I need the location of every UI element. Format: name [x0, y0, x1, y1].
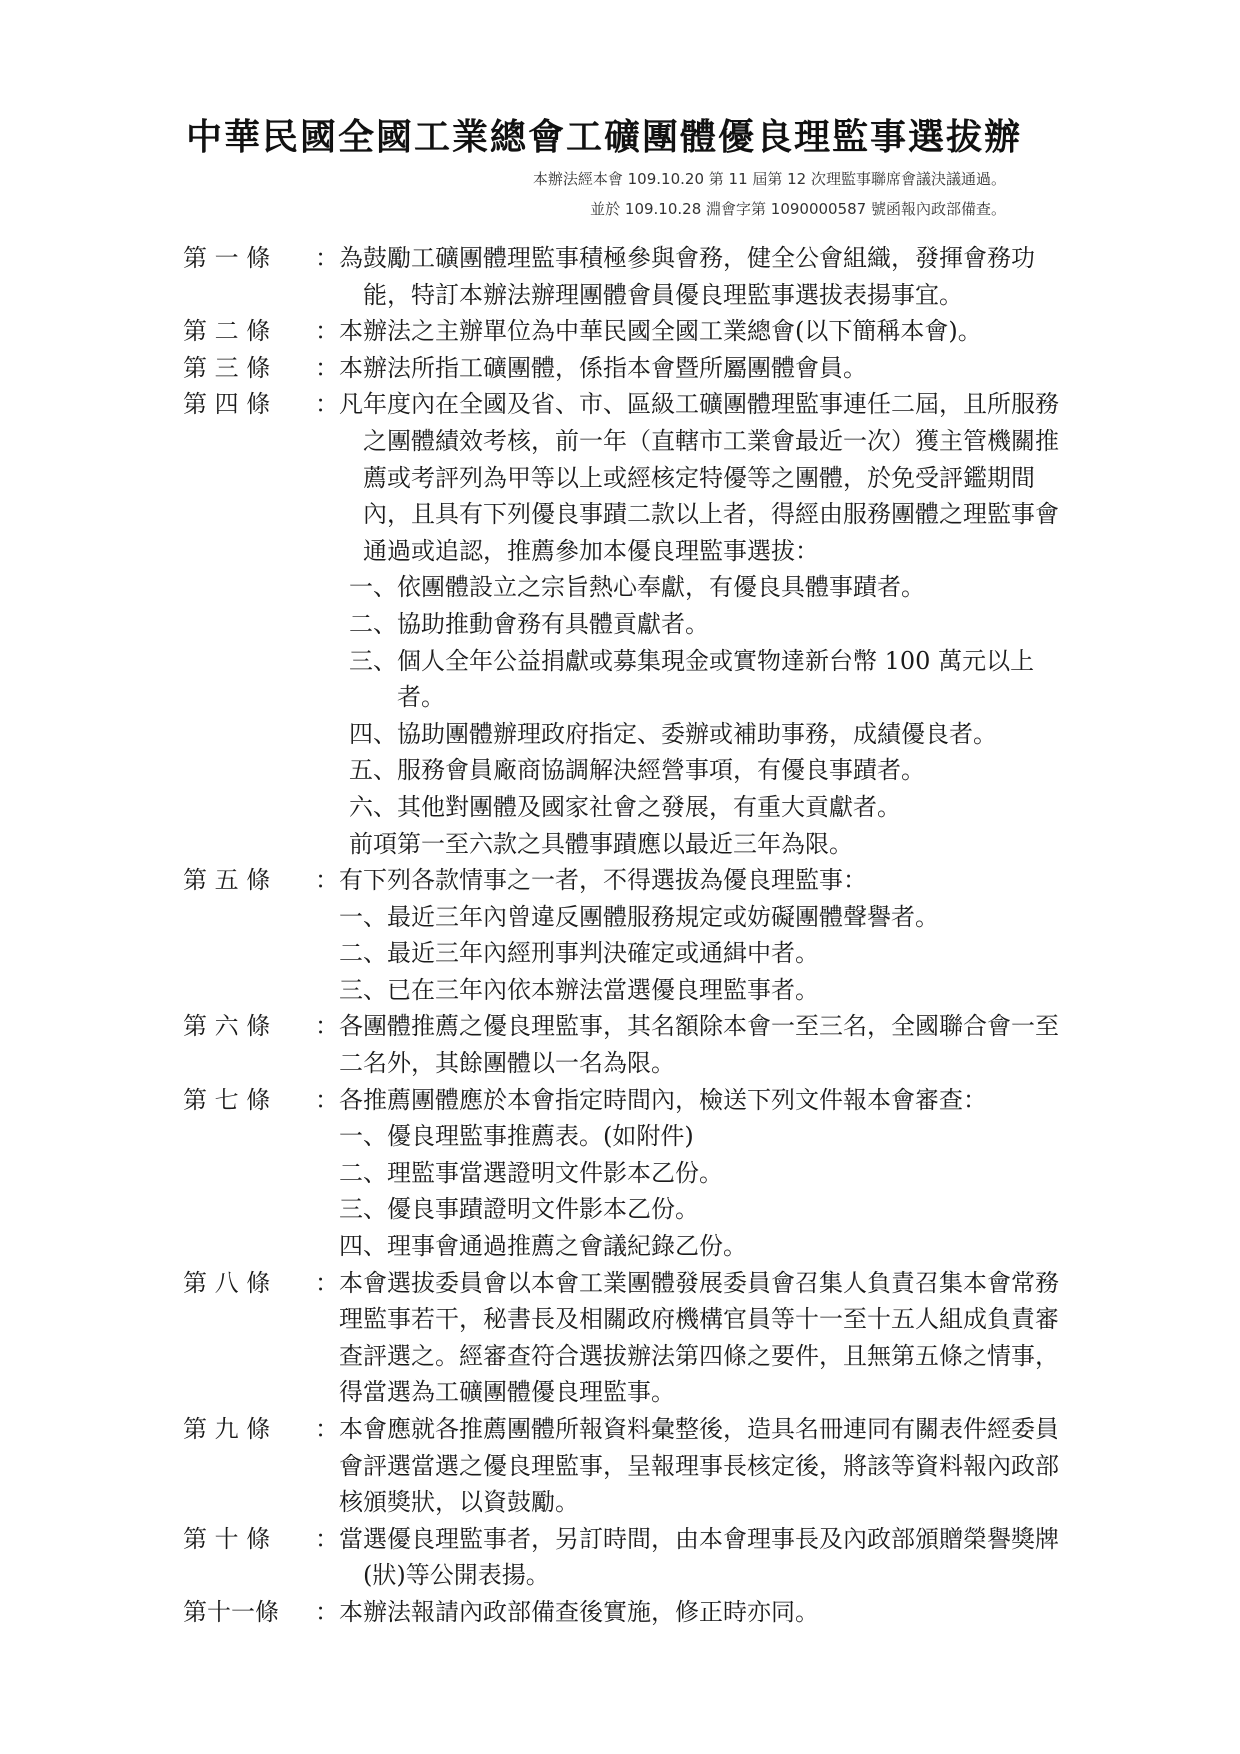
article-item: 三、優良事蹟證明文件影本乙份。 — [339, 1195, 699, 1224]
article-item: 一、依團體設立之宗旨熱心奉獻，有優良具體事蹟者。 — [349, 573, 925, 602]
adoption-note-1: 本辦法經本會 109.10.20 第 11 屆第 12 次理監事聯席會議決議通過。 — [532, 170, 1006, 188]
article-body — [339, 313, 1063, 350]
article-item: 五、服務會員廠商協調解決經營事項，有優良事蹟者。 — [349, 756, 925, 785]
article-item: 二、理監事當選證明文件影本乙份。 — [339, 1158, 723, 1187]
article-text: 本會應就各推薦團體所報資料彙整後，造具名冊連同有關表件經委員會評選當選之優良理監事，呈報理事長核定後，將該等資料報內政部核頒獎狀，以資鼓勵。 — [339, 1415, 1059, 1517]
article-body — [339, 240, 1063, 313]
article-number: 第 九 條 — [183, 1415, 271, 1443]
article-text: 本辦法之主辦單位為中華民國全國工業總會(以下簡稱本會)。 — [339, 317, 982, 346]
article-item: 二、協助推動會務有具體貢獻者。 — [349, 609, 709, 638]
article-number: 第 五 條 — [183, 866, 271, 895]
article-number: 第 四 條 — [183, 390, 271, 419]
article-text: 本辦法報請內政部備查後實施，修正時亦同。 — [339, 1597, 819, 1626]
article-body — [339, 1521, 1063, 1594]
document-title: 中華民國全國工業總會工礦團體優良理監事選拔辦 — [186, 117, 1023, 158]
article-11 — [183, 1594, 1063, 1631]
article-item: 三、個人全年公益捐獻或募集現金或實物達新台幣 100 萬元以上者。 — [349, 646, 1035, 712]
article-7 — [183, 1082, 1063, 1265]
article-number: 第 二 條 — [183, 317, 271, 346]
article-text: 有下列各款情事之一者，不得選拔為優良理監事： — [339, 866, 867, 895]
adoption-note-2: 並於 109.10.28 淵會字第 1090000587 號函報內政部備查。 — [590, 200, 1006, 218]
article-item: 一、優良理監事推薦表。(如附件) — [339, 1122, 694, 1151]
article-text: 為鼓勵工礦團體理監事積極參與會務，健全公會組織，發揮會務功能，特訂本辦法辦理團體會員優良理監事選拔表揚事宜。 — [339, 244, 1035, 309]
article-number: 第 七 條 — [183, 1085, 271, 1114]
article-item: 四、協助團體辦理政府指定、委辦或補助事務，成績優良者。 — [349, 719, 997, 748]
article-colon: ： — [315, 1085, 339, 1114]
article-1 — [183, 240, 1063, 313]
article-number: 第 十 條 — [183, 1524, 271, 1553]
article-number: 第 三 條 — [183, 353, 271, 382]
article-text: 當選優良理監事者，另訂時間，由本會理事長及內政部頒贈榮譽獎牌(狀)等公開表揚。 — [339, 1524, 1059, 1590]
article-colon: ： — [315, 1524, 339, 1553]
article-body — [339, 1265, 1063, 1411]
article-number: 第 八 條 — [183, 1268, 271, 1297]
article-10 — [183, 1521, 1063, 1594]
article-body — [339, 1008, 1063, 1081]
article-5 — [183, 862, 1063, 1008]
article-number: 第 一 條 — [183, 244, 271, 272]
article-body — [339, 1411, 1063, 1521]
article-colon: ： — [315, 866, 339, 895]
articles-list — [183, 240, 1063, 1631]
article-colon: ： — [315, 390, 339, 419]
article-colon: ： — [315, 1415, 339, 1443]
article-text: 各團體推薦之優良理監事，其名額除本會一至三名，全國聯合會一至二名外，其餘團體以一名為限。 — [339, 1012, 1059, 1078]
article-colon: ： — [315, 1268, 339, 1297]
article-2 — [183, 313, 1063, 350]
article-colon: ： — [315, 317, 339, 346]
article-text: 本會選拔委員會以本會工業團體發展委員會召集人負責召集本會常務理監事若干，秘書長及相關政府機構官員等十一至十五人組成負責審查評選之。經審查符合選拔辦法第四條之要件，且無第五條之情事，得當選為工礦團體優良理監事。 — [339, 1268, 1059, 1407]
article-colon: ： — [315, 353, 339, 382]
article-colon: ： — [315, 1597, 339, 1626]
article-number: 第 六 條 — [183, 1012, 271, 1041]
article-3 — [183, 350, 1063, 387]
article-body — [339, 386, 1063, 862]
article-body — [339, 1594, 1063, 1631]
article-9 — [183, 1411, 1063, 1521]
article-8 — [183, 1265, 1063, 1411]
article-item: 四、理事會通過推薦之會議紀錄乙份。 — [339, 1232, 747, 1261]
article-item: 二、最近三年內經刑事判決確定或通緝中者。 — [339, 939, 819, 968]
article-number: 第十一條 — [183, 1597, 279, 1626]
article-colon: ： — [315, 1012, 339, 1041]
article-text: 各推薦團體應於本會指定時間內，檢送下列文件報本會審查： — [339, 1085, 987, 1114]
article-text: 凡年度內在全國及省、市、區級工礦團體理監事連任二屆，且所服務之團體績效考核，前一年（直轄市工業會最近一次）獲主管機關推薦或考評列為甲等以上或經核定特優等之團體，於免受評鑑期間內，且具有下列優良事蹟二款以上者，得經由服務團體之理監事會通過或追認，推薦參加本優良理監事選拔： — [339, 390, 1059, 565]
article-body — [339, 1082, 1063, 1265]
article-colon: ： — [315, 244, 339, 272]
article-6 — [183, 1008, 1063, 1081]
article-body — [339, 862, 1063, 1008]
article-item: 一、最近三年內曾違反團體服務規定或妨礙團體聲譽者。 — [339, 902, 939, 931]
article-body — [339, 350, 1063, 387]
adoption-notes — [533, 164, 1006, 224]
article-4 — [183, 386, 1063, 862]
article-item: 六、其他對團體及國家社會之發展，有重大貢獻者。 — [349, 792, 901, 821]
article-note: 前項第一至六款之具體事蹟應以最近三年為限。 — [349, 829, 853, 858]
article-item: 三、已在三年內依本辦法當選優良理監事者。 — [339, 975, 819, 1004]
article-text: 本辦法所指工礦團體，係指本會暨所屬團體會員。 — [339, 353, 867, 382]
